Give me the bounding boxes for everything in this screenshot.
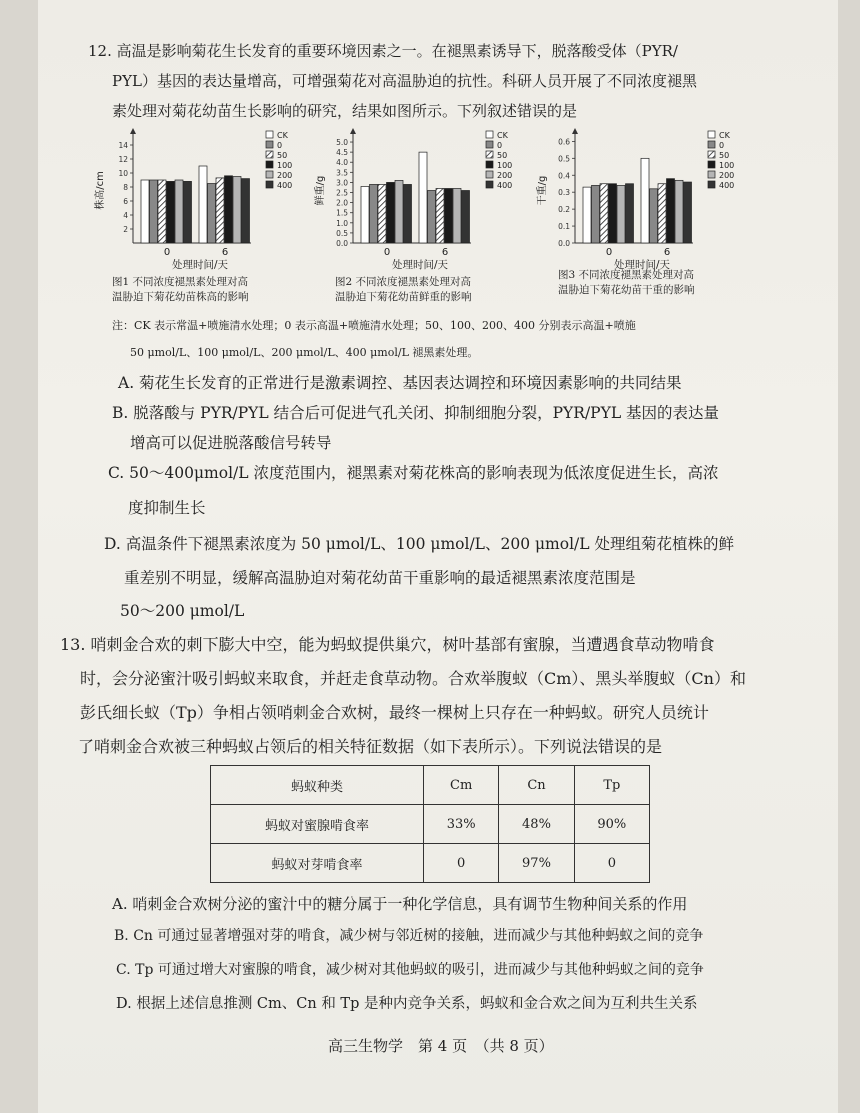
table-header-cell: Cn xyxy=(499,766,574,805)
legend-swatch xyxy=(708,131,715,138)
x-tick-label: 0 xyxy=(605,247,613,258)
y-axis-arrow xyxy=(572,128,578,134)
y-tick-label: 0.3 xyxy=(558,188,570,198)
x-axis-label: 处理时间/天 xyxy=(391,259,449,271)
bar-100-day6 xyxy=(667,179,675,243)
bar-50-day6 xyxy=(436,188,444,243)
y-tick-label: 5.0 xyxy=(336,138,348,148)
y-tick-label: 6 xyxy=(123,197,128,206)
y-tick-label: 2.0 xyxy=(336,198,348,208)
legend-swatch xyxy=(266,181,273,188)
legend-label: 0 xyxy=(719,141,725,150)
legend-label: 400 xyxy=(719,181,735,190)
ant-data-table xyxy=(210,765,650,883)
legend-label: CK xyxy=(719,131,730,140)
legend-swatch xyxy=(708,171,715,178)
bar-100-day0 xyxy=(167,181,175,243)
y-tick-label: 0.1 xyxy=(558,222,570,232)
bar-100-day0 xyxy=(387,182,395,243)
q12-option-d-cont-1: 重差别不明显，缓解高温胁迫对菊花幼苗干重影响的最适褪黑素浓度范围是 xyxy=(124,569,636,587)
y-tick-label: 4.0 xyxy=(336,158,348,168)
y-tick-label: 0.4 xyxy=(558,171,570,181)
bar-0-day0 xyxy=(370,184,378,243)
legend-swatch xyxy=(486,131,493,138)
bar-0-day0 xyxy=(592,185,600,243)
bar-0-day0 xyxy=(150,180,158,243)
figure-1-caption-line-1: 图1 不同浓度褪黑素处理对高 xyxy=(112,276,249,288)
bar-100-day0 xyxy=(609,184,617,243)
bar-200-day6 xyxy=(675,180,683,243)
figure-1-caption-line-2: 温胁迫下菊花幼苗株高的影响 xyxy=(112,291,249,303)
q12-option-c-cont: 度抑制生长 xyxy=(128,499,206,517)
legend-label: 50 xyxy=(497,151,508,160)
bar-CK-day0 xyxy=(583,187,591,243)
table-cell: 蚂蚁对蜜腺啃食率 xyxy=(211,805,424,844)
y-tick-label: 4.5 xyxy=(336,148,348,158)
legend-label: 400 xyxy=(277,181,293,190)
figure-3-caption-line-2: 温胁迫下菊花幼苗干重的影响 xyxy=(558,284,695,296)
bar-400-day6 xyxy=(462,191,470,244)
y-axis-label: 株高/cm xyxy=(95,171,106,210)
legend-label: 0 xyxy=(497,141,503,150)
legend-swatch xyxy=(266,151,273,158)
q12-option-b: B. 脱落酸与 PYR/PYL 结合后可促进气孔关闭、抑制细胞分裂，PYR/PYL 基因的表达量 xyxy=(112,404,720,422)
bar-100-day6 xyxy=(445,188,453,243)
table-row xyxy=(211,844,650,883)
y-tick-label: 0.2 xyxy=(558,205,570,215)
bar-CK-day6 xyxy=(419,152,427,243)
bar-400-day6 xyxy=(684,182,692,243)
page-footer: 高三生物学 第 4 页 （共 8 页） xyxy=(328,1037,554,1055)
bar-CK-day0 xyxy=(141,180,149,243)
legend-label: 100 xyxy=(497,161,513,170)
bar-200-day0 xyxy=(617,185,625,243)
y-tick-label: 12 xyxy=(118,155,128,164)
y-tick-label: 3.0 xyxy=(336,178,348,188)
bar-200-day6 xyxy=(453,188,461,243)
figure-2-caption-line-1: 图2 不同浓度褪黑素处理对高 xyxy=(335,276,472,288)
bar-0-day6 xyxy=(428,191,436,244)
q12-note-line-1: 注：CK 表示常温+喷施清水处理；0 表示高温+喷施清水处理；50、100、200、400 分别表示高温+喷施 xyxy=(112,319,636,332)
bar-CK-day6 xyxy=(641,158,649,243)
legend-swatch xyxy=(486,181,493,188)
figure-3-caption xyxy=(558,268,695,298)
y-tick-label: 4 xyxy=(123,211,128,220)
table-header-cell: 蚂蚁种类 xyxy=(211,766,424,805)
legend-label: 50 xyxy=(719,151,730,160)
legend-label: 200 xyxy=(719,171,735,180)
figure-3-caption-line-1: 图3 不同浓度褪黑素处理对高 xyxy=(558,269,695,281)
x-tick-label: 0 xyxy=(383,247,391,258)
bar-400-day0 xyxy=(404,184,412,243)
bar-200-day0 xyxy=(175,180,183,243)
bar-0-day6 xyxy=(208,184,216,244)
figure-2-caption-line-2: 温胁迫下菊花幼苗鲜重的影响 xyxy=(335,291,472,303)
table-cell: 0 xyxy=(574,844,649,883)
q12-option-a: A. 菊花生长发育的正常进行是激素调控、基因表达调控和环境因素影响的共同结果 xyxy=(118,374,682,392)
figure-1-plant-height-chart xyxy=(88,125,318,275)
table-header-row xyxy=(211,766,650,805)
legend-label: 100 xyxy=(719,161,735,170)
legend-label: CK xyxy=(277,131,288,140)
q12-option-d: D. 高温条件下褪黑素浓度为 50 μmol/L、100 μmol/L、200 μmol/L 处理组菊花植株的鲜 xyxy=(104,535,734,553)
y-tick-label: 0.5 xyxy=(558,154,570,164)
bar-400-day0 xyxy=(184,181,192,243)
table-row xyxy=(211,805,650,844)
legend-swatch xyxy=(708,161,715,168)
bar-50-day6 xyxy=(658,184,666,243)
bar-CK-day0 xyxy=(361,186,369,243)
y-axis-label: 鲜重/g xyxy=(315,175,326,206)
bar-50-day0 xyxy=(158,180,166,243)
legend-swatch xyxy=(708,141,715,148)
y-tick-label: 0.0 xyxy=(336,239,348,248)
q13-line-3: 彭氏细长蚁（Tp）争相占领哨刺金合欢树，最终一棵树上只存在一种蚂蚁。研究人员统计 xyxy=(80,703,709,722)
q12-option-b-cont: 增高可以促进脱落酸信号转导 xyxy=(130,434,332,452)
figure-2-fresh-weight-chart xyxy=(308,125,538,275)
x-tick-label: 6 xyxy=(663,247,671,258)
figure-2-caption xyxy=(335,275,472,305)
y-tick-label: 1.0 xyxy=(336,218,348,228)
legend-label: 100 xyxy=(277,161,293,170)
q12-line-2: PYL）基因的表达量增高，可增强菊花对高温胁迫的抗性。科研人员开展了不同浓度褪黑 xyxy=(112,72,697,90)
figure-1-caption xyxy=(112,275,249,305)
legend-label: 400 xyxy=(497,181,513,190)
table-cell: 97% xyxy=(499,844,574,883)
bar-200-day6 xyxy=(233,177,241,244)
x-tick-label: 6 xyxy=(441,247,449,258)
table-cell: 蚂蚁对芽啃食率 xyxy=(211,844,424,883)
y-axis-arrow xyxy=(130,128,136,134)
legend-label: 200 xyxy=(277,171,293,180)
q12-option-d-cont-2: 50～200 μmol/L xyxy=(120,602,245,620)
bar-50-day0 xyxy=(378,184,386,243)
x-tick-label: 0 xyxy=(163,247,171,258)
q12-line-1: 12. 高温是影响菊花生长发育的重要环境因素之一。在褪黑素诱导下，脱落酸受体（PYR/ xyxy=(88,42,678,60)
q13-line-4: 了哨刺金合欢被三种蚂蚁占领后的相关特征数据（如下表所示）。下列说法错误的是 xyxy=(78,737,663,756)
y-tick-label: 8 xyxy=(123,183,128,192)
legend-label: CK xyxy=(497,131,508,140)
table-cell: 0 xyxy=(424,844,499,883)
q12-line-3: 素处理对菊花幼苗生长影响的研究，结果如图所示。下列叙述错误的是 xyxy=(112,102,578,120)
y-axis-label: 干重/g xyxy=(537,175,548,206)
table-header-cell: Cm xyxy=(424,766,499,805)
y-axis-arrow xyxy=(350,128,356,134)
legend-swatch xyxy=(708,151,715,158)
legend-swatch xyxy=(266,131,273,138)
y-tick-label: 2 xyxy=(123,225,128,234)
q13-option-d: D. 根据上述信息推测 Cm、Cn 和 Tp 是种内竞争关系，蚂蚁和金合欢之间为互利共生关系 xyxy=(116,996,698,1012)
y-tick-label: 0.5 xyxy=(336,228,348,238)
bar-50-day0 xyxy=(600,184,608,243)
y-tick-label: 14 xyxy=(118,141,128,150)
bar-CK-day6 xyxy=(199,166,207,243)
legend-swatch xyxy=(708,181,715,188)
x-tick-label: 6 xyxy=(221,247,229,258)
q13-option-c: C. Tp 可通过增大对蜜腺的啃食，减少树对其他蚂蚁的吸引，进而减少与其他种蚂蚁之间的竞争 xyxy=(116,962,704,978)
legend-swatch xyxy=(486,151,493,158)
legend-swatch xyxy=(266,161,273,168)
y-tick-label: 0.6 xyxy=(558,137,570,147)
x-axis-label: 处理时间/天 xyxy=(613,259,671,271)
table-cell: 33% xyxy=(424,805,499,844)
y-tick-label: 1.5 xyxy=(336,208,348,218)
figure-3-dry-weight-chart xyxy=(530,125,770,275)
bar-0-day6 xyxy=(650,189,658,243)
q13-option-a: A. 哨刺金合欢树分泌的蜜汁中的糖分属于一种化学信息，具有调节生物种间关系的作用 xyxy=(112,895,688,913)
legend-label: 50 xyxy=(277,151,288,160)
x-axis-label: 处理时间/天 xyxy=(171,259,229,271)
table-header-cell: Tp xyxy=(574,766,649,805)
q12-note-line-2: 50 μmol/L、100 μmol/L、200 μmol/L、400 μmol/L 褪黑素处理。 xyxy=(130,346,479,359)
bar-400-day6 xyxy=(242,179,250,243)
y-tick-label: 2.5 xyxy=(336,188,348,198)
y-tick-label: 0.0 xyxy=(558,239,570,248)
q13-line-1: 13. 哨刺金合欢的刺下膨大中空，能为蚂蚁提供巢穴，树叶基部有蜜腺，当遭遇食草动物啃食 xyxy=(60,635,715,654)
legend-swatch xyxy=(486,141,493,148)
legend-label: 200 xyxy=(497,171,513,180)
table-cell: 90% xyxy=(574,805,649,844)
q13-option-b: B. Cn 可通过显著增强对芽的啃食，减少树与邻近树的接触，进而减少与其他种蚂蚁之间的竞争 xyxy=(114,928,704,944)
bar-200-day0 xyxy=(395,180,403,243)
q12-option-c: C. 50～400μmol/L 浓度范围内，褪黑素对菊花株高的影响表现为低浓度促进生长，高浓 xyxy=(108,464,719,482)
y-tick-label: 3.5 xyxy=(336,168,348,178)
legend-swatch xyxy=(486,171,493,178)
legend-label: 0 xyxy=(277,141,283,150)
legend-swatch xyxy=(486,161,493,168)
bar-50-day6 xyxy=(216,178,224,243)
legend-swatch xyxy=(266,141,273,148)
legend-swatch xyxy=(266,171,273,178)
bar-100-day6 xyxy=(225,176,233,243)
table-cell: 48% xyxy=(499,805,574,844)
q13-line-2: 时，会分泌蜜汁吸引蚂蚁来取食，并赶走食草动物。合欢举腹蚁（Cm）、黑头举腹蚁（Cn）和 xyxy=(80,669,746,688)
y-tick-label: 10 xyxy=(118,169,128,178)
bar-400-day0 xyxy=(626,184,634,243)
